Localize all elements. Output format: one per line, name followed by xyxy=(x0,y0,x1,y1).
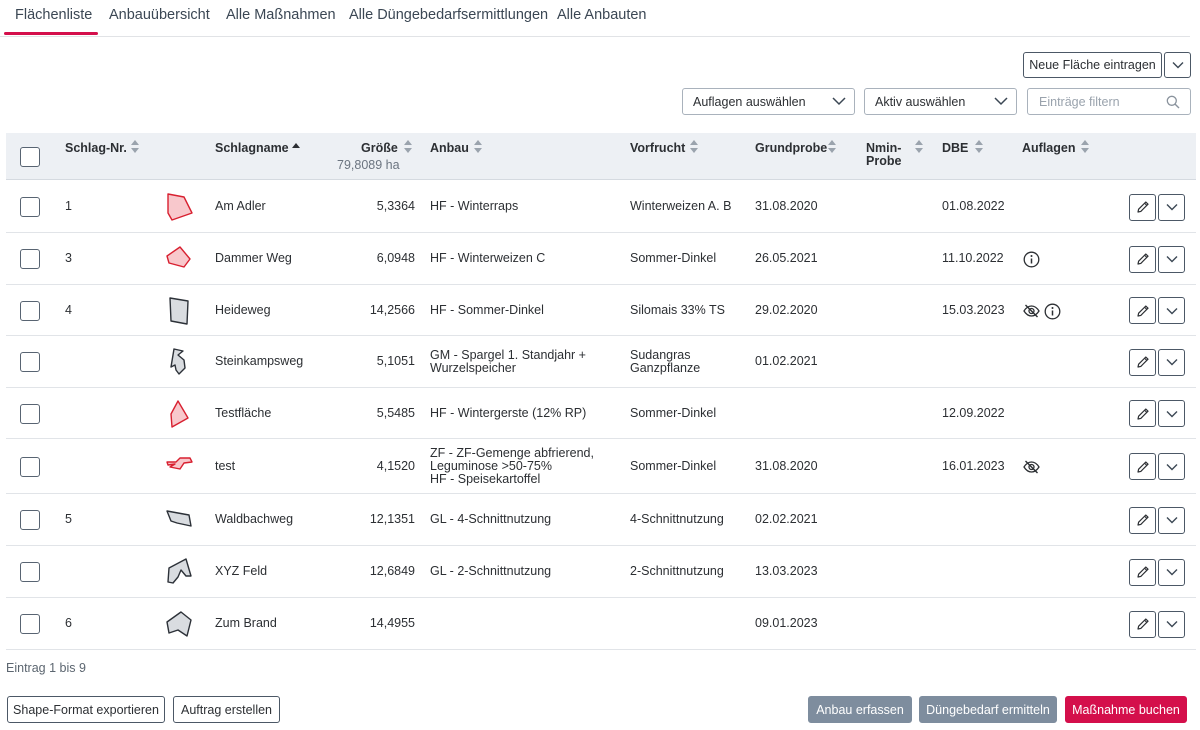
aktiv-select-value: Aktiv auswählen xyxy=(875,94,966,109)
search-icon xyxy=(1166,95,1180,109)
row-checkbox[interactable] xyxy=(20,614,40,634)
header-anbau[interactable]: Anbau xyxy=(430,141,469,155)
sort-icon[interactable] xyxy=(1081,140,1089,153)
row-checkbox[interactable] xyxy=(20,404,40,424)
header-dbe[interactable]: DBE xyxy=(942,141,969,155)
vorfrucht: Sommer-Dinkel xyxy=(630,251,717,265)
pencil-icon xyxy=(1136,513,1150,527)
pencil-icon xyxy=(1136,460,1150,474)
vorfrucht: Winterweizen A. B xyxy=(630,199,732,213)
sort-icon[interactable] xyxy=(828,140,836,153)
schlagname: Steinkampsweg xyxy=(215,354,304,368)
new-area-button[interactable]: Neue Fläche eintragen xyxy=(1023,52,1162,78)
dbe: 15.03.2023 xyxy=(942,302,1005,317)
vorfrucht: Sommer-Dinkel xyxy=(630,458,717,473)
dbe: 12.09.2022 xyxy=(942,405,1005,420)
edit-button[interactable] xyxy=(1129,349,1156,376)
chevron-down-icon xyxy=(1166,568,1178,576)
row-checkbox[interactable] xyxy=(20,352,40,372)
pencil-icon xyxy=(1136,565,1150,579)
anbau: HF - Winterraps xyxy=(430,199,519,213)
field-shape-icon xyxy=(166,506,194,534)
aktiv-select[interactable] xyxy=(864,88,1017,115)
edit-button[interactable] xyxy=(1129,194,1156,221)
filter-input[interactable] xyxy=(1027,88,1191,115)
anbau: GM - Spargel 1. Standjahr + xyxy=(430,348,586,362)
table-row xyxy=(6,388,1196,439)
grundprobe: 02.02.2021 xyxy=(755,512,818,526)
table-row xyxy=(6,285,1196,336)
vorfrucht: 2-Schnittnutzung xyxy=(630,564,724,578)
chevron-down-icon xyxy=(1166,620,1178,628)
grundprobe: 26.05.2021 xyxy=(755,251,818,265)
row-checkbox[interactable] xyxy=(20,457,40,477)
pencil-icon xyxy=(1136,617,1150,631)
chevron-down-icon xyxy=(1166,358,1178,366)
sort-icon[interactable] xyxy=(915,140,923,153)
field-shape-icon xyxy=(166,610,194,638)
export-shape-button[interactable]: Shape-Format exportieren xyxy=(7,696,165,723)
sort-icon[interactable] xyxy=(474,140,482,153)
edit-button[interactable] xyxy=(1129,559,1156,586)
row-checkbox[interactable] xyxy=(20,510,40,530)
auflagen-select-value: Auflagen auswählen xyxy=(693,94,806,109)
groesse: 5,5485 xyxy=(376,405,415,420)
schlagname: Am Adler xyxy=(215,199,266,213)
header-grundprobe[interactable]: Grundprobe xyxy=(755,141,828,155)
header-schlagname[interactable]: Schlagname xyxy=(215,141,289,155)
dbe: 11.10.2022 xyxy=(942,251,1004,265)
chevron-down-icon xyxy=(1166,203,1178,211)
groesse: 14,2566 xyxy=(369,302,415,317)
grundprobe: 31.08.2020 xyxy=(755,458,818,473)
row-actions-dropdown-button[interactable] xyxy=(1158,194,1185,221)
table-row xyxy=(6,546,1196,598)
massnahme-buchen-button[interactable]: Maßnahme buchen xyxy=(1065,696,1187,723)
tab-anbauuebersicht[interactable]: Anbauübersicht xyxy=(109,7,210,23)
chevron-down-icon xyxy=(1172,61,1184,69)
groesse: 12,1351 xyxy=(369,512,415,526)
tab-alle-duengebedarfsermittlungen[interactable]: Alle Düngebedarfsermittlungen xyxy=(349,7,549,23)
edit-button[interactable] xyxy=(1129,246,1156,273)
anbau-line3: HF - Speisekartoffel xyxy=(430,471,541,486)
anbau: GL - 2-Schnittnutzung xyxy=(430,564,552,578)
entries-info: Eintrag 1 bis 9 xyxy=(6,661,86,675)
chevron-down-icon xyxy=(1166,463,1178,471)
header-groesse[interactable]: Größe xyxy=(361,141,398,155)
tab-alle-massnahmen[interactable]: Alle Maßnahmen xyxy=(226,7,336,23)
new-area-dropdown-button[interactable] xyxy=(1164,52,1191,78)
anbau: ZF - ZF-Gemenge abfrierend, xyxy=(430,445,594,460)
schlag-nr: 1 xyxy=(65,199,72,213)
table-row xyxy=(6,494,1196,546)
groesse: 5,1051 xyxy=(376,354,415,368)
sort-asc-icon[interactable] xyxy=(292,140,300,153)
dbe: 01.08.2022 xyxy=(942,199,1005,213)
schlag-nr: 5 xyxy=(65,512,72,526)
anbau: HF - Winterweizen C xyxy=(430,251,546,265)
edit-button[interactable] xyxy=(1129,611,1156,638)
anbau-line2: Wurzelspeicher xyxy=(430,361,516,375)
field-shape-icon xyxy=(166,193,194,221)
pencil-icon xyxy=(1136,355,1150,369)
tab-bar xyxy=(0,0,1190,37)
info-icon[interactable] xyxy=(1023,251,1040,268)
vorfrucht-line2: Ganzpflanze xyxy=(630,361,701,375)
table-row xyxy=(6,336,1196,388)
row-actions-dropdown-button[interactable] xyxy=(1158,246,1185,273)
row-actions-dropdown-button[interactable] xyxy=(1158,297,1185,324)
table-row xyxy=(6,439,1196,494)
schlag-nr: 4 xyxy=(65,302,72,317)
anbau: HF - Wintergerste (12% RP) xyxy=(430,405,587,420)
anbau: GL - 4-Schnittnutzung xyxy=(430,512,552,526)
row-checkbox[interactable] xyxy=(20,249,40,269)
row-checkbox[interactable] xyxy=(20,562,40,582)
auflagen-select[interactable] xyxy=(682,88,855,115)
schlagname: Heideweg xyxy=(215,302,271,317)
chevron-down-icon xyxy=(832,96,846,106)
eye-off-icon[interactable] xyxy=(1023,303,1040,320)
dbe: 16.01.2023 xyxy=(942,458,1005,473)
groesse: 14,4955 xyxy=(369,616,415,630)
total-size: 79,8089 ha xyxy=(337,158,400,172)
tab-flaechenliste[interactable]: Flächenliste xyxy=(15,7,93,23)
active-tab-indicator xyxy=(4,32,98,35)
vorfrucht: 4-Schnittnutzung xyxy=(630,512,724,526)
row-checkbox[interactable] xyxy=(20,197,40,217)
row-actions-dropdown-button[interactable] xyxy=(1158,611,1185,638)
schlag-nr: 3 xyxy=(65,251,72,265)
grundprobe: 31.08.2020 xyxy=(755,199,818,213)
sort-icon[interactable] xyxy=(404,140,412,153)
schlagname: XYZ Feld xyxy=(215,564,268,578)
schlagname: Dammer Weg xyxy=(215,251,292,265)
field-shape-icon xyxy=(166,558,194,586)
edit-button[interactable] xyxy=(1129,507,1156,534)
anbau-erfassen-button[interactable]: Anbau erfassen xyxy=(808,696,912,723)
field-shape-icon xyxy=(166,400,194,428)
grundprobe: 29.02.2020 xyxy=(755,302,818,317)
filter-placeholder: Einträge filtern xyxy=(1039,94,1120,109)
create-order-button[interactable]: Auftrag erstellen xyxy=(173,696,280,723)
row-actions-dropdown-button[interactable] xyxy=(1158,400,1185,427)
header-nmin-line1[interactable]: Nmin- xyxy=(866,141,902,155)
groesse: 4,1520 xyxy=(376,458,415,473)
tab-alle-anbauten[interactable]: Alle Anbauten xyxy=(557,7,647,23)
grundprobe: 01.02.2021 xyxy=(755,354,818,368)
grundprobe: 13.03.2023 xyxy=(755,564,818,578)
schlagname: test xyxy=(215,458,236,473)
schlagname: Zum Brand xyxy=(215,616,277,630)
edit-button[interactable] xyxy=(1129,297,1156,324)
field-shape-icon xyxy=(166,297,194,325)
edit-button[interactable] xyxy=(1129,453,1156,480)
row-actions-dropdown-button[interactable] xyxy=(1158,559,1185,586)
chevron-down-icon xyxy=(994,96,1008,106)
schlag-nr: 6 xyxy=(65,616,72,630)
chevron-down-icon xyxy=(1166,255,1178,263)
field-shape-icon xyxy=(166,245,194,273)
vorfrucht: Sommer-Dinkel xyxy=(630,405,717,420)
row-checkbox[interactable] xyxy=(20,301,40,321)
pencil-icon xyxy=(1136,200,1150,214)
sort-icon[interactable] xyxy=(975,140,983,153)
field-shape-icon xyxy=(166,453,194,481)
sort-icon[interactable] xyxy=(131,140,139,153)
duengebedarf-button[interactable]: Düngebedarf ermitteln xyxy=(919,696,1057,723)
table-row xyxy=(6,233,1196,285)
anbau-line2: Leguminose >50-75% xyxy=(430,458,552,473)
select-all-checkbox[interactable] xyxy=(20,147,40,167)
row-actions-dropdown-button[interactable] xyxy=(1158,507,1185,534)
groesse: 6,0948 xyxy=(376,251,415,265)
chevron-down-icon xyxy=(1166,516,1178,524)
header-schlag-nr[interactable]: Schlag-Nr. xyxy=(65,141,127,155)
eye-off-icon[interactable] xyxy=(1023,459,1040,476)
vorfrucht: Sudangras xyxy=(630,348,691,362)
sort-icon[interactable] xyxy=(690,140,698,153)
table-row xyxy=(6,598,1196,650)
header-auflagen[interactable]: Auflagen xyxy=(1022,141,1076,155)
groesse: 12,6849 xyxy=(369,564,415,578)
info-icon[interactable] xyxy=(1044,303,1061,320)
row-actions-dropdown-button[interactable] xyxy=(1158,349,1185,376)
edit-button[interactable] xyxy=(1129,400,1156,427)
header-vorfrucht[interactable]: Vorfrucht xyxy=(630,141,686,155)
pencil-icon xyxy=(1136,407,1150,421)
schlagname: Testfläche xyxy=(215,405,272,420)
field-shape-icon xyxy=(166,348,194,376)
table-row xyxy=(6,181,1196,233)
groesse: 5,3364 xyxy=(376,199,415,213)
pencil-icon xyxy=(1136,252,1150,266)
vorfrucht: Silomais 33% TS xyxy=(630,302,725,317)
grundprobe: 09.01.2023 xyxy=(755,616,818,630)
table-header xyxy=(6,133,1196,180)
pencil-icon xyxy=(1136,304,1150,318)
anbau: HF - Sommer-Dinkel xyxy=(430,302,544,317)
chevron-down-icon xyxy=(1166,307,1178,315)
chevron-down-icon xyxy=(1166,410,1178,418)
row-actions-dropdown-button[interactable] xyxy=(1158,453,1185,480)
schlagname: Waldbachweg xyxy=(215,512,294,526)
header-nmin-line2[interactable]: Probe xyxy=(866,154,902,168)
